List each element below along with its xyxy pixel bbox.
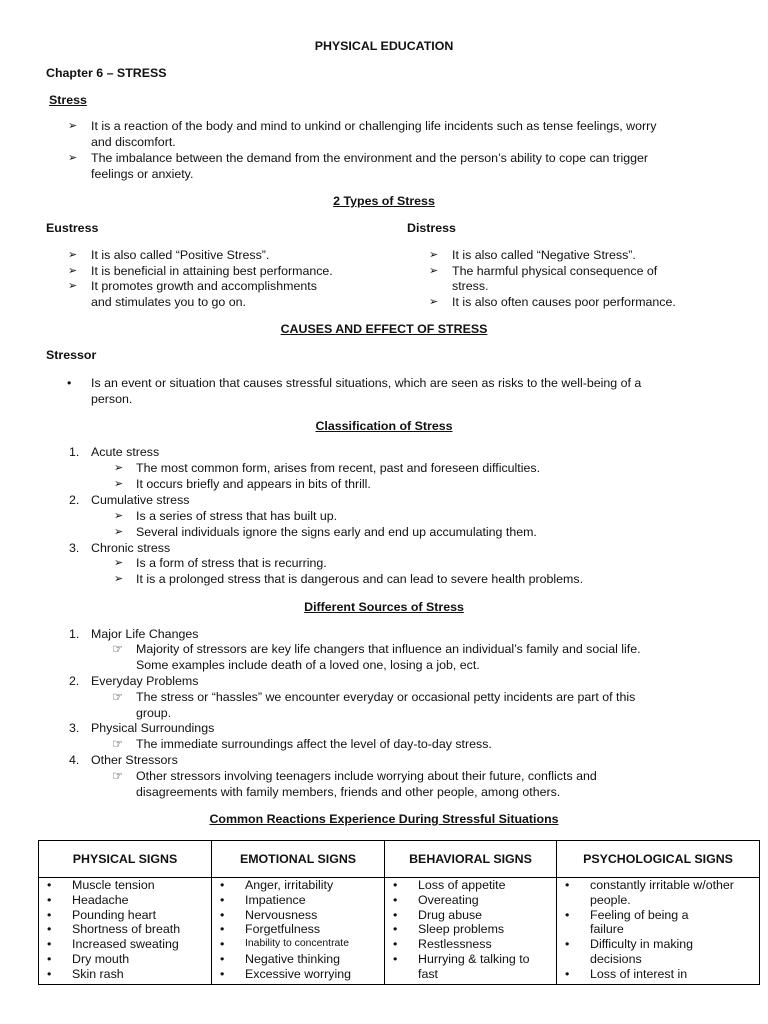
- sign-text: Skin rash: [72, 966, 124, 981]
- list-item: [212, 878, 384, 893]
- arrow-bullet-icon: ➢: [429, 296, 439, 308]
- bullet-icon: •: [565, 878, 570, 892]
- list-number: 2.: [69, 674, 80, 688]
- bullet-icon: •: [47, 878, 52, 892]
- table-header-row: [39, 841, 760, 878]
- classification-point-text: Several individuals ignore the signs early and end up accumulating them.: [136, 525, 537, 539]
- pointing-hand-icon: ☞: [112, 690, 124, 704]
- arrow-bullet-icon: ➢: [429, 265, 439, 277]
- sign-text: Impatience: [245, 892, 306, 907]
- bullet-icon: •: [565, 966, 570, 981]
- source-detail-text: Some examples include death of a loved one, losing a job, ect.: [136, 658, 480, 672]
- source-item-name: Physical Surroundings: [91, 721, 215, 735]
- sign-text: Loss of appetite: [418, 878, 506, 892]
- arrow-bullet-icon: ➢: [114, 478, 124, 490]
- list-item: [39, 908, 211, 923]
- list-item: [212, 922, 384, 937]
- bullet-icon: •: [47, 951, 52, 966]
- bullet-icon: •: [565, 907, 570, 922]
- list-item: [557, 878, 759, 908]
- emotional-signs-cell: [212, 878, 385, 985]
- classification-item-name: Acute stress: [91, 445, 160, 459]
- stress-point-text: and discomfort.: [91, 135, 176, 149]
- bullet-icon: •: [220, 937, 225, 952]
- stressor-heading: Stressor: [46, 348, 97, 362]
- list-item: [212, 967, 384, 982]
- source-item-name: Other Stressors: [91, 753, 178, 767]
- physical-signs-list: [39, 878, 211, 984]
- sign-text: Inability to concentrate: [245, 938, 349, 950]
- arrow-bullet-icon: ➢: [68, 280, 78, 292]
- list-item: [39, 967, 211, 982]
- reactions-heading: Common Reactions Experience During Stressful Situations: [209, 812, 559, 826]
- types-heading: 2 Types of Stress: [333, 194, 435, 208]
- psychological-signs-cell: [557, 878, 760, 985]
- stress-point-text: feelings or anxiety.: [91, 167, 194, 181]
- source-detail-text: group.: [136, 706, 172, 720]
- bullet-icon: •: [47, 922, 52, 937]
- list-number: 2.: [69, 493, 80, 507]
- classification-item-name: Cumulative stress: [91, 493, 190, 507]
- bullet-icon: •: [220, 878, 225, 892]
- emotional-signs-list: [212, 878, 384, 984]
- source-detail-text: Majority of stressors are key life changers that influence an individual’s family and social life.: [136, 642, 641, 656]
- bullet-icon: •: [220, 966, 225, 981]
- list-item: [385, 952, 556, 982]
- list-item: [39, 937, 211, 952]
- bullet-icon: •: [565, 937, 570, 952]
- stressor-text: person.: [91, 392, 133, 406]
- list-item: [212, 937, 384, 952]
- pointing-hand-icon: ☞: [112, 642, 124, 656]
- list-item: [212, 908, 384, 923]
- bullet-icon: •: [220, 951, 225, 966]
- sign-text: constantly irritable w/other people.: [590, 878, 734, 907]
- sign-text: Headache: [72, 892, 129, 907]
- sign-text: Muscle tension: [72, 878, 155, 892]
- eustress-heading: Eustress: [46, 221, 99, 235]
- psychological-signs-list: [557, 878, 759, 984]
- column-header: PSYCHOLOGICAL SIGNS: [557, 841, 760, 878]
- bullet-icon: •: [220, 892, 225, 907]
- source-detail-text: Other stressors involving teenagers include worrying about their future, conflicts and: [136, 769, 597, 783]
- classification-heading: Classification of Stress: [315, 419, 453, 433]
- sign-text: Difficulty in making decisions: [590, 937, 694, 966]
- list-number: 3.: [69, 721, 80, 735]
- list-item: [39, 922, 211, 937]
- list-item: [212, 952, 384, 967]
- stress-heading: Stress: [49, 93, 87, 107]
- eustress-point-text: and stimulates you to go on.: [91, 295, 246, 309]
- reactions-table: [38, 840, 760, 985]
- sign-text: Loss of interest in: [590, 966, 688, 981]
- list-item: [385, 878, 556, 893]
- bullet-icon: •: [67, 376, 72, 390]
- pointing-hand-icon: ☞: [112, 737, 124, 751]
- list-item: [39, 878, 211, 893]
- sign-text: Shortness of breath: [72, 922, 181, 937]
- arrow-bullet-icon: ➢: [68, 120, 78, 132]
- sign-text: Anger, irritability: [245, 878, 334, 892]
- column-header: BEHAVIORAL SIGNS: [385, 841, 557, 878]
- distress-point-text: stress.: [452, 279, 489, 293]
- behavioral-signs-list: [385, 878, 556, 984]
- bullet-icon: •: [393, 907, 398, 922]
- source-detail-text: The immediate surroundings affect the level of day-to-day stress.: [136, 737, 492, 751]
- bullet-icon: •: [220, 922, 225, 937]
- column-header: EMOTIONAL SIGNS: [212, 841, 385, 878]
- list-item: [39, 893, 211, 908]
- source-detail-text: disagreements with family members, friends and other people, among others.: [136, 785, 561, 799]
- causes-heading: CAUSES AND EFFECT OF STRESS: [280, 322, 488, 336]
- arrow-bullet-icon: ➢: [68, 265, 78, 277]
- sign-text: Sleep problems: [418, 922, 505, 937]
- classification-point-text: Is a form of stress that is recurring.: [136, 556, 327, 570]
- sources-heading: Different Sources of Stress: [304, 600, 464, 614]
- classification-point-text: It occurs briefly and appears in bits of thrill.: [136, 477, 371, 491]
- pointing-hand-icon: ☞: [112, 769, 124, 783]
- bullet-icon: •: [47, 892, 52, 907]
- sign-text: Dry mouth: [72, 951, 130, 966]
- bullet-icon: •: [220, 907, 225, 922]
- distress-point-text: It is also often causes poor performance.: [452, 295, 676, 309]
- list-item: [385, 922, 556, 937]
- sign-text: Forgetfulness: [245, 922, 321, 937]
- classification-item-name: Chronic stress: [91, 541, 171, 555]
- source-item-name: Everyday Problems: [91, 674, 199, 688]
- list-item: [385, 937, 556, 952]
- list-item: [39, 952, 211, 967]
- bullet-icon: •: [393, 937, 398, 952]
- stress-point-text: It is a reaction of the body and mind to unkind or challenging life incidents such as tense feelings, worry: [91, 119, 657, 133]
- arrow-bullet-icon: ➢: [429, 249, 439, 261]
- distress-point-text: The harmful physical consequence of: [452, 264, 658, 278]
- sign-text: Increased sweating: [72, 937, 179, 952]
- sign-text: Pounding heart: [72, 907, 157, 922]
- table-row: [39, 878, 760, 985]
- list-item: [385, 893, 556, 908]
- stress-point-text: The imbalance between the demand from the environment and the person’s ability to cope can trigger: [91, 151, 648, 165]
- list-item: [212, 893, 384, 908]
- eustress-point-text: It is beneficial in attaining best performance.: [91, 264, 333, 278]
- arrow-bullet-icon: ➢: [114, 510, 124, 522]
- eustress-point-text: It is also called “Positive Stress”.: [91, 248, 270, 262]
- sign-text: Feeling of being a failure: [590, 907, 689, 937]
- arrow-bullet-icon: ➢: [114, 526, 124, 538]
- sign-text: Hurrying & talking to fast: [418, 951, 530, 981]
- list-number: 1.: [69, 627, 80, 641]
- source-detail-text: The stress or “hassles” we encounter everyday or occasional petty incidents are part of this: [136, 690, 636, 704]
- arrow-bullet-icon: ➢: [114, 462, 124, 474]
- source-item-name: Major Life Changes: [91, 627, 199, 641]
- sign-text: Negative thinking: [245, 951, 341, 966]
- list-number: 3.: [69, 541, 80, 555]
- list-item: [557, 908, 759, 938]
- page-title: PHYSICAL EDUCATION: [314, 39, 454, 53]
- bullet-icon: •: [393, 951, 398, 966]
- list-item: [385, 908, 556, 923]
- sign-text: Drug abuse: [418, 907, 483, 922]
- physical-signs-cell: [39, 878, 212, 985]
- list-number: 1.: [69, 445, 80, 459]
- bullet-icon: •: [47, 937, 52, 952]
- distress-heading: Distress: [407, 221, 456, 235]
- bullet-icon: •: [393, 878, 398, 892]
- arrow-bullet-icon: ➢: [68, 249, 78, 261]
- list-number: 4.: [69, 753, 80, 767]
- sign-text: Restlessness: [418, 937, 492, 952]
- chapter-heading: Chapter 6 – STRESS: [46, 66, 167, 80]
- behavioral-signs-cell: [385, 878, 557, 985]
- sign-text: Excessive worrying: [245, 966, 352, 981]
- arrow-bullet-icon: ➢: [114, 573, 124, 585]
- list-item: [557, 937, 759, 967]
- bullet-icon: •: [47, 907, 52, 922]
- arrow-bullet-icon: ➢: [68, 152, 78, 164]
- classification-point-text: Is a series of stress that has built up.: [136, 509, 338, 523]
- bullet-icon: •: [393, 922, 398, 937]
- distress-point-text: It is also called “Negative Stress”.: [452, 248, 636, 262]
- sign-text: Overeating: [418, 892, 479, 907]
- bullet-icon: •: [393, 892, 398, 907]
- list-item: [557, 967, 759, 982]
- column-header: PHYSICAL SIGNS: [39, 841, 212, 878]
- classification-point-text: It is a prolonged stress that is dangerous and can lead to severe health problems.: [136, 572, 584, 586]
- sign-text: Nervousness: [245, 907, 318, 922]
- stressor-text: Is an event or situation that causes stressful situations, which are seen as risks to the well-being of a: [91, 376, 642, 390]
- arrow-bullet-icon: ➢: [114, 557, 124, 569]
- classification-point-text: The most common form, arises from recent, past and foreseen difficulties.: [136, 461, 541, 475]
- bullet-icon: •: [47, 966, 52, 981]
- eustress-point-text: It promotes growth and accomplishments: [91, 279, 317, 293]
